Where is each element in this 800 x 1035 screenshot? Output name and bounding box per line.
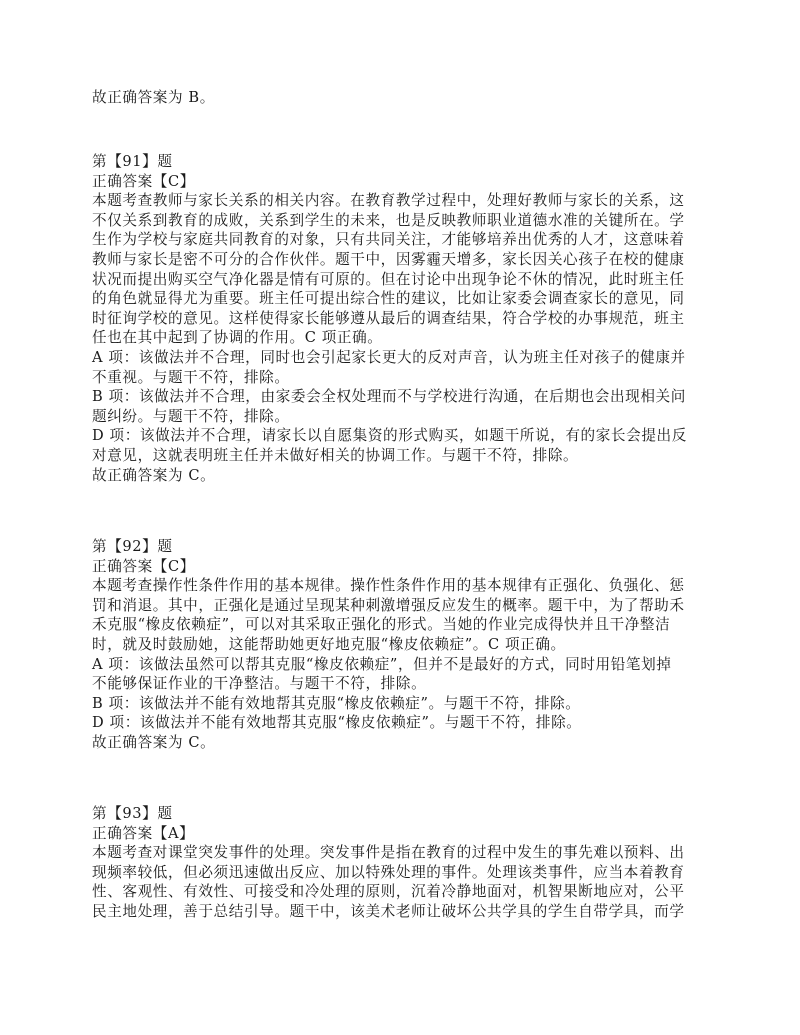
- document-page: [92, 0, 712, 1035]
- option-analysis-line: D 项：该做法并不合理，请家长以自愿集资的形式购买，如题干所说，有的家长会提出反: [92, 427, 687, 445]
- question-header: 第【93】题: [92, 805, 173, 822]
- answer-conclusion: 故正确答案为 C。: [92, 466, 216, 484]
- option-analysis-line: 对意见，这就表明班主任并未做好相关的协调工作。与题干不符，排除。: [92, 446, 579, 464]
- question-header: 第【91】题: [92, 153, 173, 170]
- explanation-line: 生作为学校与家庭共同教育的对象，只有共同关注，才能够培养出优秀的人才，这意味着: [92, 231, 685, 249]
- explanation-line: 现频率较低，但必须迅速做出反应、加以特殊处理的事件。处理该类事件，应当本着教育: [92, 863, 685, 881]
- option-analysis-line: A 项：该做法并不合理，同时也会引起家长更大的反对声音，认为班主任对孩子的健康并: [92, 348, 686, 366]
- explanation-line: 本题考查操作性条件作用的基本规律。操作性条件作用的基本规律有正强化、负强化、惩: [92, 577, 685, 595]
- previous-answer-conclusion: 故正确答案为 B。: [92, 89, 215, 106]
- option-analysis-line: A 项：该做法虽然可以帮其克服“橡皮依赖症”，但并不是最好的方式，同时用铅笔划掉: [92, 655, 672, 673]
- explanation-line: 时征询学校的意见。这样使得家长能够遵从最后的调查结果，符合学校的办事规范，班主: [92, 309, 685, 327]
- explanation-line: 民主地处理，善于总结引导。题干中，该美术老师让破坏公共学具的学生自带学具，而学: [92, 902, 685, 920]
- explanation-line: 教师与家长是密不可分的合作伙伴。题干中，因雾霾天增多，家长因关心孩子在校的健康: [92, 250, 685, 268]
- option-analysis-line: 不能够保证作业的干净整洁。与题干不符，排除。: [92, 675, 427, 693]
- explanation-line: 时，就及时鼓励她，这能帮助她更好地克服“橡皮依赖症”。C 项正确。: [92, 635, 566, 653]
- explanation-line: 的角色就显得尤为重要。班主任可提出综合性的建议，比如让家委会调查家长的意见，同: [92, 290, 685, 308]
- explanation-line: 状况而提出购买空气净化器是情有可原的。但在讨论中出现争论不休的情况，此时班主任: [92, 270, 685, 288]
- explanation-line: 性、客观性、有效性、可接受和冷处理的原则，沉着冷静地面对，机智果断地应对，公平: [92, 883, 685, 901]
- question-header: 第【92】题: [92, 538, 173, 555]
- question-block-91: [92, 152, 712, 485]
- question-block-92: [92, 537, 712, 753]
- option-analysis-line: B 项：该做法并不能有效地帮其克服“橡皮依赖症”。与题干不符，排除。: [92, 694, 581, 712]
- option-analysis-line: 不重视。与题干不符，排除。: [92, 368, 290, 386]
- correct-answer-line: 正确答案【C】: [92, 557, 195, 575]
- answer-conclusion: 故正确答案为 C。: [92, 733, 216, 751]
- explanation-line: 本题考查对课堂突发事件的处理。突发事件是指在教育的过程中发生的事先难以预料、出: [92, 844, 685, 862]
- option-analysis-line: D 项：该做法并不能有效地帮其克服“橡皮依赖症”。与题干不符，排除。: [92, 714, 582, 732]
- explanation-line: 不仅关系到教育的成败，关系到学生的未来，也是反映教师职业道德水准的关键所在。学: [92, 211, 685, 229]
- explanation-line: 任也在其中起到了协调的作用。C 项正确。: [92, 329, 383, 347]
- correct-answer-line: 正确答案【C】: [92, 172, 195, 190]
- explanation-line: 禾克服“橡皮依赖症”，可以对其采取正强化的形式。当她的作业完成得快并且干净整洁: [92, 616, 671, 634]
- explanation-line: 罚和消退。其中，正强化是通过呈现某种刺激增强反应发生的概率。题干中，为了帮助禾: [92, 596, 685, 614]
- option-analysis-line: 题纠纷。与题干不符，排除。: [92, 407, 290, 425]
- option-analysis-line: B 项：该做法并不合理，由家委会全权处理而不与学校进行沟通，在后期也会出现相关问: [92, 388, 686, 406]
- question-block-93: [92, 804, 712, 922]
- correct-answer-line: 正确答案【A】: [92, 824, 195, 842]
- explanation-line: 本题考查教师与家长关系的相关内容。在教育教学过程中，处理好教师与家长的关系，这: [92, 192, 685, 210]
